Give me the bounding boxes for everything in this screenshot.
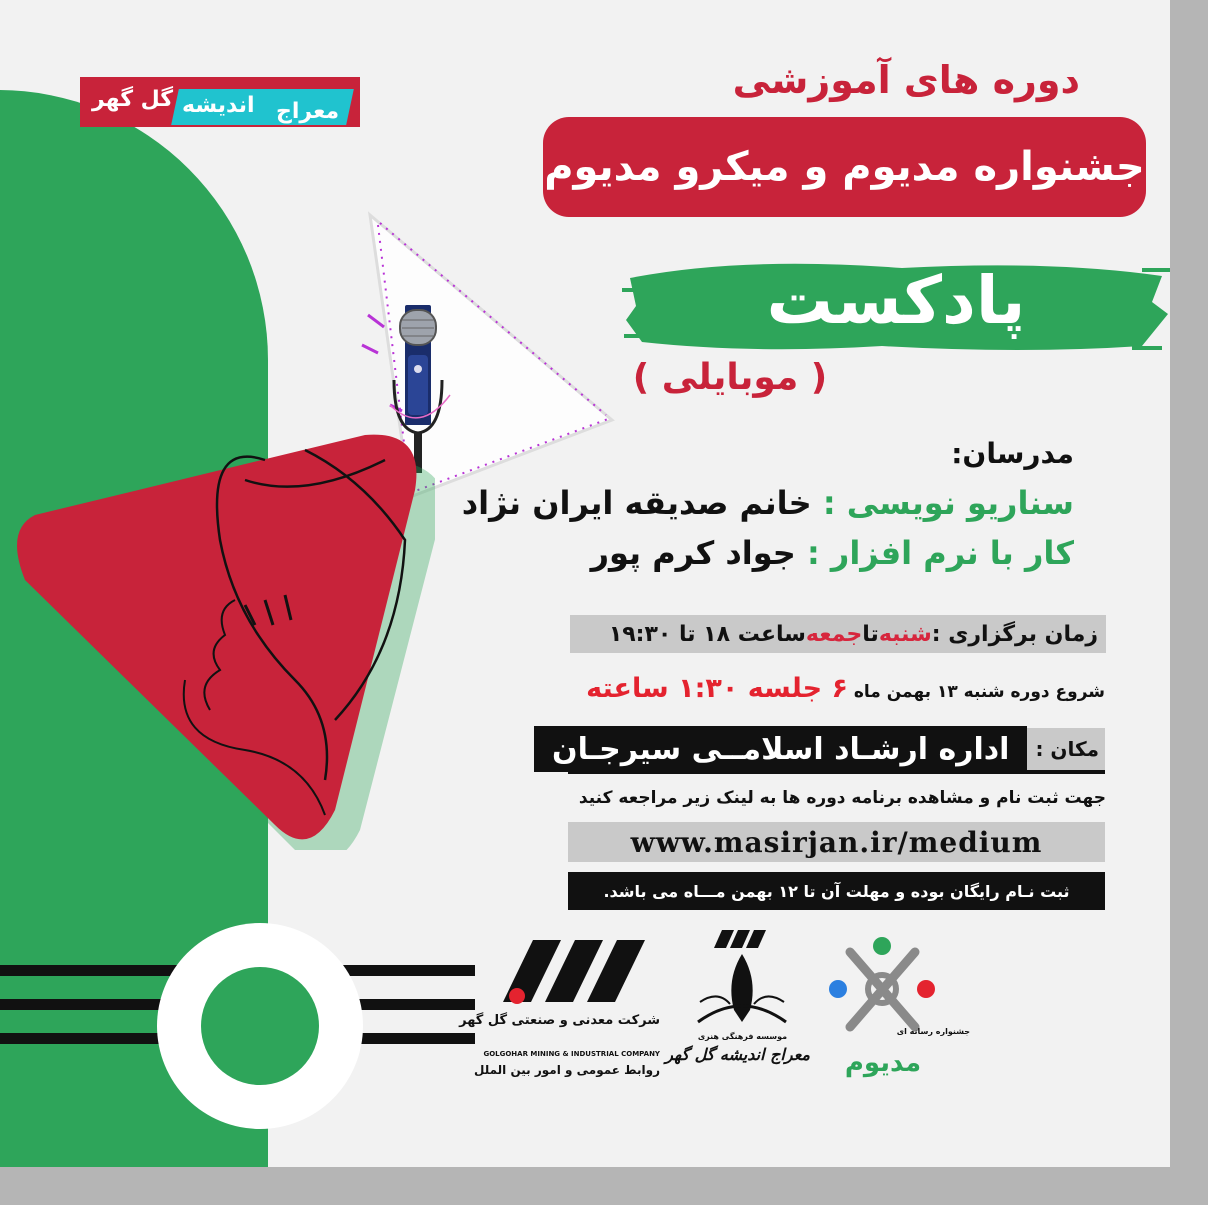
decorative-circle-inner	[201, 967, 319, 1085]
location-label: مکان :	[1035, 737, 1099, 761]
registration-note: ثبت نـام رایگان بوده و مهلت آن تا ۱۲ بهمن مـــاه می باشد.	[568, 872, 1105, 910]
teacher-item	[591, 534, 1074, 572]
golgohar-name-fa: شرکت معدنی و صنعتی گل گهر	[459, 1013, 660, 1028]
schedule-time-range: ساعت ۱۸ تا ۱۹:۳۰	[608, 621, 806, 647]
schedule-day-to: جمعه	[805, 621, 863, 647]
location-value: اداره ارشـاد اسلامــی سیرجـان	[534, 726, 1027, 772]
teacher-role: سناریو نویسی :	[822, 484, 1074, 522]
teacher-role: کار با نرم افزار :	[806, 534, 1074, 572]
brand-badge	[80, 77, 360, 139]
medium-name: مدیوم	[844, 1048, 922, 1078]
teacher-item	[462, 484, 1074, 522]
teacher-name: خانم صدیقه ایران نژاد	[461, 484, 823, 522]
golgohar-dept: روابط عمومی و امور بین الملل	[474, 1063, 660, 1077]
medium-logo-icon	[820, 932, 945, 1042]
golgohar-name-en: GOLGOHAR MINING & INDUSTRIAL COMPANY	[483, 1050, 660, 1058]
teacher-name: جواد کرم پور	[590, 534, 807, 572]
frame-right	[1170, 0, 1208, 1205]
meraj-name: معراج اندیشه گل گهر	[665, 1045, 810, 1064]
frame-bottom	[0, 1167, 1208, 1205]
meraj-logo-icon	[690, 930, 795, 1030]
schedule-label: زمان برگزاری :	[931, 621, 1098, 647]
schedule-to: تا	[862, 621, 879, 647]
brand-andisheh: اندیشه	[182, 93, 255, 118]
medium-caption: جشنواره رسانه ای	[896, 1027, 970, 1036]
course-subtitle: ( موبایلی )	[632, 357, 828, 398]
golgohar-logo-icon	[503, 940, 648, 1010]
teachers-label: مدرسان:	[951, 437, 1074, 470]
festival-name: جشنواره مدیوم و میکرو مدیوم	[543, 117, 1146, 217]
brand-golgohar: گل گهر	[92, 87, 174, 112]
sessions-info: ۶ جلسه ۱:۳۰ ساعته	[586, 673, 848, 704]
play-triangle-icon	[5, 420, 435, 850]
registration-url[interactable]: www.masirjan.ir/medium	[568, 822, 1105, 862]
course-title: پادکست	[766, 261, 1026, 339]
start-line	[560, 673, 1105, 704]
location-band	[552, 728, 1105, 774]
meraj-institute: موسسه فرهنگی هنری	[697, 1032, 788, 1041]
brand-meraj: معراج	[276, 99, 340, 124]
courses-title: دوره های آموزشی	[732, 58, 1080, 102]
registration-instruction: جهت ثبت نام و مشاهده برنامه دوره ها به لینک زیر مراجعه کنید	[578, 788, 1106, 808]
schedule-day-from: شنبه	[878, 621, 932, 647]
start-date: شروع دوره شنبه ۱۳ بهمن ماه	[847, 682, 1105, 702]
schedule-band	[570, 615, 1106, 653]
